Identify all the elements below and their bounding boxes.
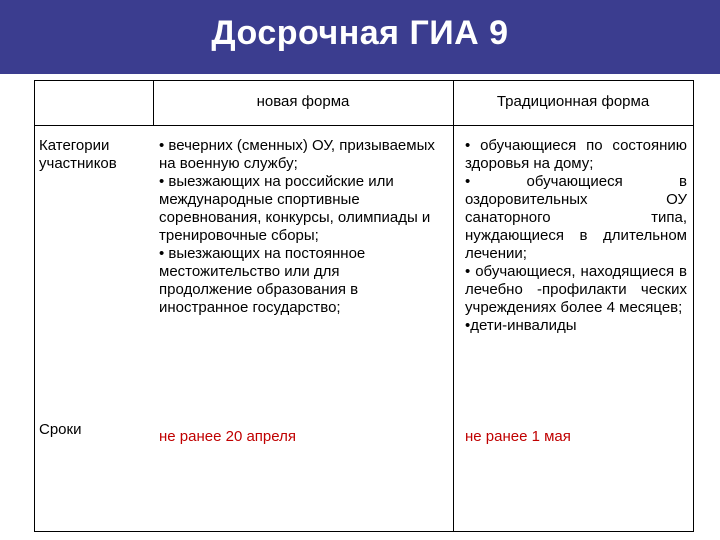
header-traditional-form: Традиционная форма: [496, 93, 650, 110]
traditional-form-deadline: не ранее 1 мая: [465, 428, 571, 445]
new-form-categories: [159, 137, 437, 317]
slide-title: Досрочная ГИА 9: [211, 14, 509, 52]
new-form-deadline: не ранее 20 апреля: [159, 428, 296, 445]
list-item: • выезжающих на постоянное местожительство или для продолжение образования в иностранное государство;: [159, 245, 366, 316]
list-item: • обучающиеся в оздоровительных ОУ санаторного типа, нуждающиеся в длительном лечении;: [465, 173, 687, 262]
column-divider-2: [453, 81, 454, 531]
row-label-categories: Категории участников: [39, 137, 117, 172]
list-item: •дети-инвалиды: [465, 317, 577, 334]
header-divider: [35, 125, 693, 126]
traditional-form-categories: [465, 137, 687, 335]
list-item: • обучающиеся по состоянию здоровья на дому;: [465, 137, 687, 172]
header-new-form: новая форма: [256, 93, 350, 110]
list-item: • обучающиеся, находящиеся в лечебно -профилакти ческих учреждениях более 4 месяцев;: [465, 263, 687, 316]
list-item: • вечерних (сменных) ОУ, призываемых на военную службу;: [159, 137, 435, 172]
title-bar: [0, 0, 720, 74]
row-label-deadlines: Сроки: [39, 421, 82, 438]
comparison-table: [34, 80, 694, 532]
list-item: • выезжающих на российские или международные спортивные соревнования, конкурсы, олимпиады и тренировочные сборы;: [159, 173, 431, 244]
